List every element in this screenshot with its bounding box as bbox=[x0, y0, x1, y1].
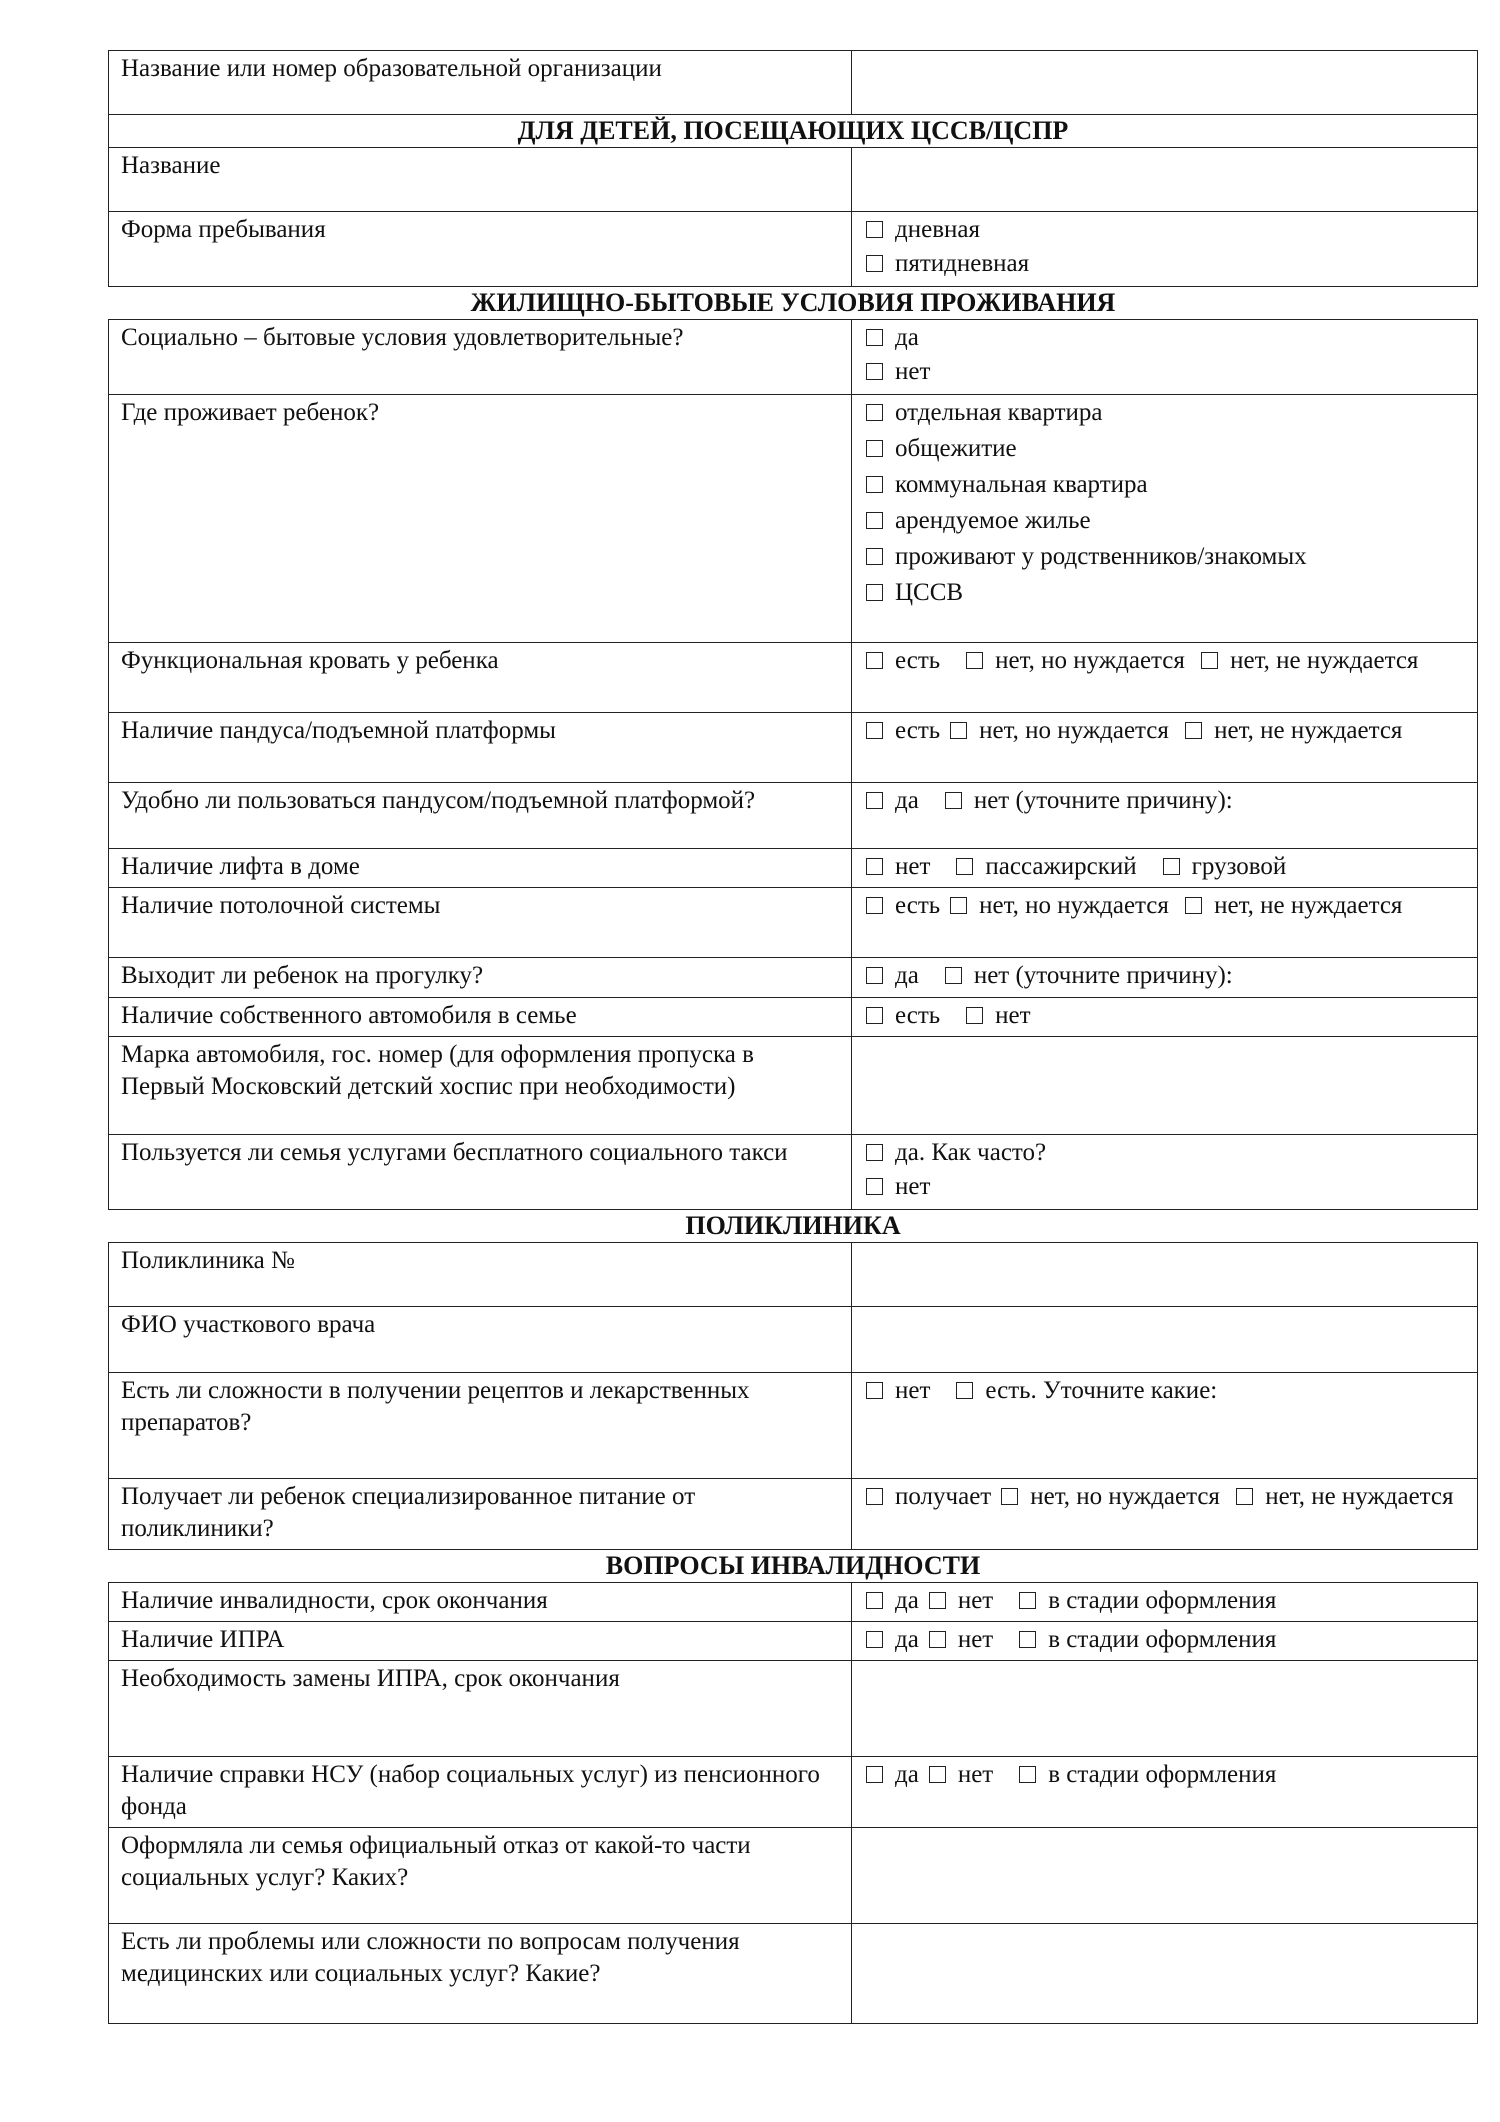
option-no[interactable]: нет bbox=[866, 356, 1465, 390]
ceiling-options bbox=[852, 888, 1478, 958]
walk-label: Выходит ли ребенок на прогулку? bbox=[109, 958, 852, 998]
option-freight[interactable]: грузовой bbox=[1163, 853, 1287, 880]
checkbox-icon[interactable] bbox=[966, 1007, 983, 1024]
food-options bbox=[852, 1479, 1478, 1550]
ramp-use-label: Удобно ли пользоваться пандусом/подъемной платформой? bbox=[109, 783, 852, 849]
table-row bbox=[109, 1757, 1478, 1828]
ramp-label: Наличие пандуса/подъемной платформы bbox=[109, 713, 852, 783]
option-has[interactable]: есть bbox=[866, 715, 940, 747]
rx-label: Есть ли сложности в получении рецептов и лекарственных препаратов? bbox=[109, 1373, 852, 1479]
option-relatives[interactable]: проживают у родственников/знакомых bbox=[866, 541, 1465, 577]
option-no[interactable]: нет bbox=[929, 1585, 993, 1617]
checkbox-icon[interactable] bbox=[866, 440, 883, 457]
option-communal-apartment[interactable]: коммунальная квартира bbox=[866, 469, 1465, 505]
school-label: Название или номер образовательной организации bbox=[109, 51, 852, 115]
option-yes-frequency[interactable]: да. Как часто? bbox=[866, 1137, 1465, 1171]
checkbox-icon[interactable] bbox=[866, 858, 883, 875]
table-row bbox=[109, 888, 1478, 958]
table-row bbox=[109, 320, 1478, 395]
residence-options bbox=[852, 395, 1478, 643]
food-label: Получает ли ребенок специализированное питание от поликлиники? bbox=[109, 1479, 852, 1550]
checkbox-icon[interactable] bbox=[1019, 1592, 1036, 1609]
table-row bbox=[109, 1307, 1478, 1373]
checkbox-icon[interactable] bbox=[1185, 897, 1202, 914]
table-row bbox=[109, 958, 1478, 998]
doctor-label: ФИО участкового врача bbox=[109, 1307, 852, 1373]
disability-status-label: Наличие инвалидности, срок окончания bbox=[109, 1583, 852, 1622]
option-in-progress[interactable]: в стадии оформления bbox=[1019, 1587, 1276, 1614]
option-no-reason[interactable]: нет (уточните причину): bbox=[945, 962, 1233, 989]
option-yes[interactable]: да bbox=[866, 1585, 919, 1617]
table-row bbox=[109, 998, 1478, 1037]
table-row bbox=[109, 212, 1478, 287]
housing-table bbox=[108, 319, 1478, 1210]
option-day[interactable]: дневная bbox=[866, 214, 1465, 248]
walk-options bbox=[852, 958, 1478, 998]
stay-form-options bbox=[852, 212, 1478, 287]
ipra-replace-field[interactable] bbox=[852, 1661, 1478, 1757]
table-row bbox=[109, 1622, 1478, 1661]
conditions-options bbox=[852, 320, 1478, 395]
bed-label: Функциональная кровать у ребенка bbox=[109, 643, 852, 713]
checkbox-icon[interactable] bbox=[866, 652, 883, 669]
option-yes[interactable]: да bbox=[866, 1759, 919, 1791]
checkbox-icon[interactable] bbox=[866, 255, 883, 272]
option-rented-housing[interactable]: арендуемое жилье bbox=[866, 505, 1465, 541]
checkbox-icon[interactable] bbox=[866, 548, 883, 565]
table-row bbox=[109, 1661, 1478, 1757]
refusal-label: Оформляла ли семья официальный отказ от какой-то части социальных услуг? Каких? bbox=[109, 1828, 852, 1924]
checkbox-icon[interactable] bbox=[866, 967, 883, 984]
checkbox-icon[interactable] bbox=[1019, 1766, 1036, 1783]
option-yes[interactable]: да bbox=[866, 785, 919, 817]
table-row bbox=[109, 1583, 1478, 1622]
option-yes[interactable]: да bbox=[866, 960, 919, 992]
section-heading-clinic: ПОЛИКЛИНИКА bbox=[685, 1211, 901, 1240]
questionnaire-page bbox=[108, 50, 1478, 2024]
section-heading-center: ДЛЯ ДЕТЕЙ, ПОСЕЩАЮЩИХ ЦССВ/ЦСПР bbox=[109, 115, 1478, 148]
checkbox-icon[interactable] bbox=[956, 858, 973, 875]
checkbox-icon[interactable] bbox=[866, 329, 883, 346]
checkbox-icon[interactable] bbox=[966, 652, 983, 669]
option-needs[interactable]: нет, но нуждается bbox=[1001, 1481, 1220, 1513]
car-plate-label: Марка автомобиля, гос. номер (для оформления пропуска в Первый Московский детский хоспис при необходимости) bbox=[109, 1037, 852, 1135]
option-separate-apartment[interactable]: отдельная квартира bbox=[866, 397, 1465, 433]
refusal-field[interactable] bbox=[852, 1828, 1478, 1924]
checkbox-icon[interactable] bbox=[929, 1631, 946, 1648]
checkbox-icon[interactable] bbox=[1201, 652, 1218, 669]
checkbox-icon[interactable] bbox=[866, 404, 883, 421]
option-in-progress[interactable]: в стадии оформления bbox=[1019, 1626, 1276, 1653]
table-row bbox=[109, 713, 1478, 783]
option-not-needed[interactable]: нет, не нуждается bbox=[1201, 647, 1418, 674]
option-not-needed[interactable]: нет, не нуждается bbox=[1236, 1483, 1453, 1510]
checkbox-icon[interactable] bbox=[1185, 722, 1202, 739]
checkbox-icon[interactable] bbox=[866, 512, 883, 529]
option-yes[interactable]: да bbox=[866, 1624, 919, 1656]
option-no[interactable]: нет bbox=[929, 1624, 993, 1656]
checkbox-icon[interactable] bbox=[866, 584, 883, 601]
checkbox-icon[interactable] bbox=[866, 1488, 883, 1505]
lift-label: Наличие лифта в доме bbox=[109, 849, 852, 888]
option-has[interactable]: есть bbox=[866, 1000, 940, 1032]
option-has[interactable]: есть bbox=[866, 645, 940, 677]
checkbox-icon[interactable] bbox=[1163, 858, 1180, 875]
option-yes[interactable]: да bbox=[866, 322, 1465, 356]
clinic-table bbox=[108, 1242, 1478, 1550]
checkbox-icon[interactable] bbox=[950, 722, 967, 739]
disability-table bbox=[108, 1582, 1478, 2024]
rx-options bbox=[852, 1373, 1478, 1479]
school-answer-field[interactable] bbox=[852, 51, 1478, 115]
option-not-needed[interactable]: нет, не нуждается bbox=[1185, 892, 1402, 919]
option-yes-specify[interactable]: есть. Уточните какие: bbox=[956, 1377, 1217, 1404]
doctor-field[interactable] bbox=[852, 1307, 1478, 1373]
taxi-label: Пользуется ли семья услугами бесплатного социального такси bbox=[109, 1135, 852, 1210]
table-row bbox=[109, 1828, 1478, 1924]
option-needs[interactable]: нет, но нуждается bbox=[950, 890, 1169, 922]
clinic-number-label: Поликлиника № bbox=[109, 1243, 852, 1307]
ipra-replace-label: Необходимость замены ИПРА, срок окончания bbox=[109, 1661, 852, 1757]
checkbox-icon[interactable] bbox=[866, 1592, 883, 1609]
checkbox-icon[interactable] bbox=[866, 363, 883, 380]
car-options bbox=[852, 998, 1478, 1037]
bed-options bbox=[852, 643, 1478, 713]
table-row bbox=[109, 1037, 1478, 1135]
checkbox-icon[interactable] bbox=[866, 1382, 883, 1399]
table-row bbox=[109, 395, 1478, 643]
school-table bbox=[108, 50, 1478, 287]
ceiling-label: Наличие потолочной системы bbox=[109, 888, 852, 958]
option-five-day[interactable]: пятидневная bbox=[866, 248, 1465, 282]
section-heading-disability: ВОПРОСЫ ИНВАЛИДНОСТИ bbox=[605, 1551, 981, 1580]
table-row bbox=[109, 783, 1478, 849]
option-needs[interactable]: нет, но нуждается bbox=[950, 715, 1169, 747]
checkbox-icon[interactable] bbox=[866, 1766, 883, 1783]
option-receives[interactable]: получает bbox=[866, 1481, 991, 1513]
car-plate-field[interactable] bbox=[852, 1037, 1478, 1135]
option-no[interactable]: нет bbox=[866, 1171, 1465, 1205]
checkbox-icon[interactable] bbox=[866, 1631, 883, 1648]
center-name-field[interactable] bbox=[852, 148, 1478, 212]
option-needs[interactable]: нет, но нуждается bbox=[966, 645, 1185, 677]
option-has[interactable]: есть bbox=[866, 890, 940, 922]
problems-field[interactable] bbox=[852, 1924, 1478, 2024]
checkbox-icon[interactable] bbox=[1001, 1488, 1018, 1505]
table-row bbox=[109, 1243, 1478, 1307]
checkbox-icon[interactable] bbox=[866, 897, 883, 914]
option-center[interactable]: ЦССВ bbox=[866, 577, 1465, 613]
checkbox-icon[interactable] bbox=[1019, 1631, 1036, 1648]
nsu-label: Наличие справки НСУ (набор социальных услуг) из пенсионного фонда bbox=[109, 1757, 852, 1828]
checkbox-icon[interactable] bbox=[866, 1144, 883, 1161]
checkbox-icon[interactable] bbox=[950, 897, 967, 914]
center-name-label: Название bbox=[109, 148, 852, 212]
ipra-options bbox=[852, 1622, 1478, 1661]
option-dormitory[interactable]: общежитие bbox=[866, 433, 1465, 469]
checkbox-icon[interactable] bbox=[866, 792, 883, 809]
problems-label: Есть ли проблемы или сложности по вопросам получения медицинских или социальных услуг? Какие? bbox=[109, 1924, 852, 2024]
option-no-reason[interactable]: нет (уточните причину): bbox=[945, 787, 1233, 814]
checkbox-icon[interactable] bbox=[866, 722, 883, 739]
taxi-options bbox=[852, 1135, 1478, 1210]
conditions-label: Социально – бытовые условия удовлетворительные? bbox=[109, 320, 852, 395]
table-row bbox=[109, 1479, 1478, 1550]
checkbox-icon[interactable] bbox=[956, 1382, 973, 1399]
table-row bbox=[109, 1135, 1478, 1210]
checkbox-icon[interactable] bbox=[945, 967, 962, 984]
clinic-number-field[interactable] bbox=[852, 1243, 1478, 1307]
table-row bbox=[109, 115, 1478, 148]
residence-label: Где проживает ребенок? bbox=[109, 395, 852, 643]
checkbox-icon[interactable] bbox=[945, 792, 962, 809]
checkbox-icon[interactable] bbox=[866, 1178, 883, 1195]
table-row bbox=[109, 148, 1478, 212]
option-in-progress[interactable]: в стадии оформления bbox=[1019, 1761, 1276, 1788]
stay-form-label: Форма пребывания bbox=[109, 212, 852, 287]
option-no[interactable]: нет bbox=[866, 851, 930, 883]
disability-status-options bbox=[852, 1583, 1478, 1622]
car-label: Наличие собственного автомобиля в семье bbox=[109, 998, 852, 1037]
option-passenger[interactable]: пассажирский bbox=[956, 851, 1136, 883]
option-no[interactable]: нет bbox=[929, 1759, 993, 1791]
checkbox-icon[interactable] bbox=[866, 1007, 883, 1024]
checkbox-icon[interactable] bbox=[866, 221, 883, 238]
checkbox-icon[interactable] bbox=[1236, 1488, 1253, 1505]
table-row bbox=[109, 1373, 1478, 1479]
table-row bbox=[109, 1924, 1478, 2024]
checkbox-icon[interactable] bbox=[866, 476, 883, 493]
section-heading-housing: ЖИЛИЩНО-БЫТОВЫЕ УСЛОВИЯ ПРОЖИВАНИЯ bbox=[470, 288, 1116, 317]
lift-options bbox=[852, 849, 1478, 888]
checkbox-icon[interactable] bbox=[929, 1766, 946, 1783]
ramp-options bbox=[852, 713, 1478, 783]
checkbox-icon[interactable] bbox=[929, 1592, 946, 1609]
option-no[interactable]: нет bbox=[966, 1002, 1030, 1029]
table-row bbox=[109, 51, 1478, 115]
option-not-needed[interactable]: нет, не нуждается bbox=[1185, 717, 1402, 744]
ipra-label: Наличие ИПРА bbox=[109, 1622, 852, 1661]
ramp-use-options bbox=[852, 783, 1478, 849]
table-row bbox=[109, 849, 1478, 888]
option-no[interactable]: нет bbox=[866, 1375, 930, 1407]
nsu-options bbox=[852, 1757, 1478, 1828]
table-row bbox=[109, 643, 1478, 713]
